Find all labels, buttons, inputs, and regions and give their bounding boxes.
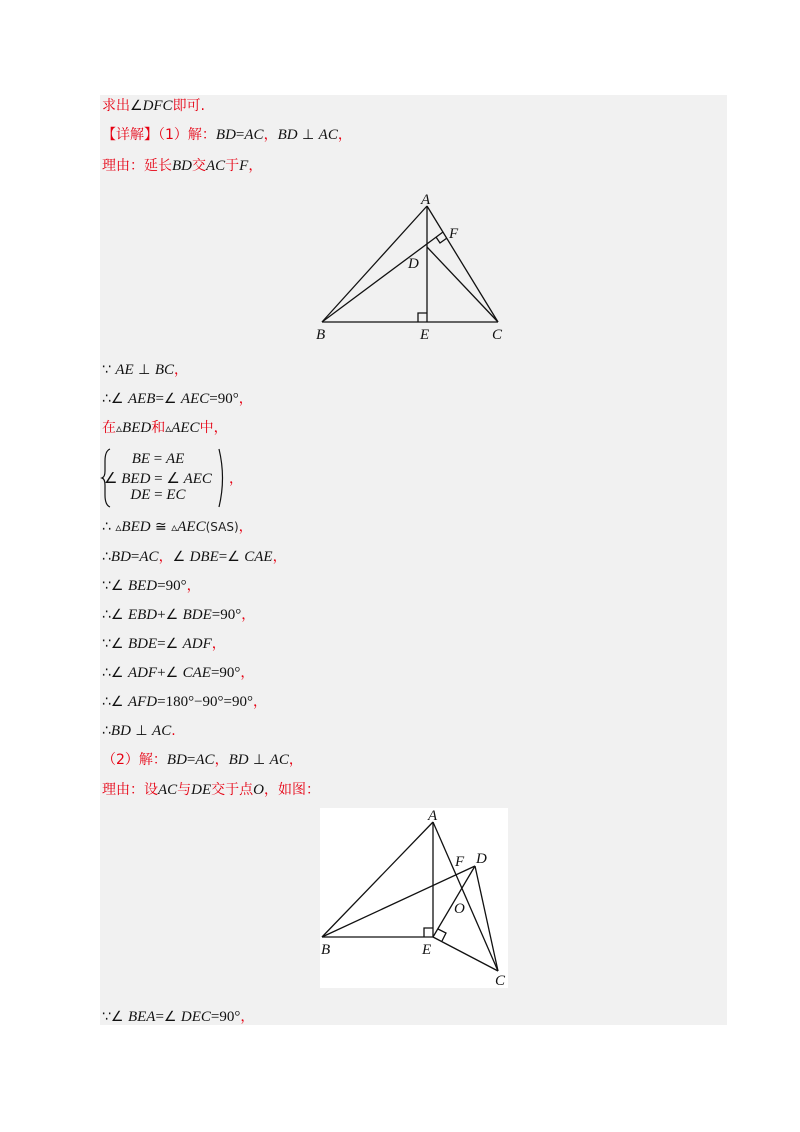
line-6 — [102, 419, 228, 437]
text: 中， — [199, 420, 228, 436]
angle-symbol: ∠ — [110, 607, 124, 623]
label-f: F — [449, 226, 459, 242]
text: 理由：延长 — [102, 158, 172, 174]
math: DFC — [142, 98, 173, 114]
therefore-symbol: ∴ — [102, 665, 111, 681]
right-angle-mark-f — [436, 237, 447, 243]
math: BED — [127, 578, 158, 594]
math: = — [130, 549, 140, 565]
triangle-symbol: ▵ — [171, 520, 178, 534]
line-8 — [102, 518, 253, 536]
angle-symbol: ∠ — [110, 665, 124, 681]
math: = — [157, 636, 166, 652]
math: AFD — [127, 694, 158, 710]
text: ， — [173, 362, 188, 378]
triangle-symbol: ▵ — [116, 421, 123, 435]
text: . — [171, 723, 176, 739]
theorem-label: (SAS) — [205, 520, 239, 534]
label-d: D — [408, 256, 419, 272]
label-d: D — [476, 851, 487, 867]
angle-symbol: ∠ — [172, 549, 186, 565]
math: CAE — [244, 549, 273, 565]
math: EC — [166, 487, 186, 503]
angle-symbol: ∠ — [165, 665, 179, 681]
math: AEC — [177, 519, 206, 535]
math: BE — [131, 451, 151, 467]
math: DEC — [180, 1009, 211, 1025]
segment-ac — [427, 206, 498, 322]
angle-symbol: ∠ — [163, 391, 177, 407]
text: 在 — [102, 420, 116, 436]
math: =90° — [209, 391, 239, 407]
label-f: F — [455, 854, 465, 870]
math: = — [235, 127, 245, 143]
therefore-symbol: ∴ — [102, 694, 111, 710]
math: =90° — [210, 665, 241, 681]
math: = — [155, 1009, 164, 1025]
math: = — [150, 451, 166, 467]
system-row-1 — [88, 451, 228, 468]
text: 与 — [177, 782, 192, 798]
label-o: O — [454, 901, 465, 917]
therefore-symbol: ∴ — [102, 391, 111, 407]
math: CAE — [182, 665, 211, 681]
line-14 — [102, 693, 267, 711]
text: ， — [263, 127, 278, 143]
math: F — [239, 158, 249, 174]
math: DE — [130, 487, 151, 503]
text: ， — [214, 752, 229, 768]
angle-symbol: ∠ — [130, 98, 143, 114]
angle-symbol: ∠ — [110, 391, 124, 407]
math: BED — [122, 420, 152, 436]
math: =180°−90°=90° — [157, 694, 253, 710]
segment-bf — [322, 232, 443, 322]
text: （2）解： — [102, 752, 167, 768]
math: ADF — [182, 636, 212, 652]
math: AC — [269, 752, 289, 768]
math: AC — [152, 723, 172, 739]
label-a: A — [421, 192, 431, 208]
text: ， — [158, 549, 173, 565]
text: ， — [186, 578, 201, 594]
math: BD — [228, 752, 249, 768]
text: （1）解： — [158, 127, 216, 143]
math: AE — [115, 362, 134, 378]
triangle-symbol: ▵ — [165, 421, 172, 435]
label-a: A — [428, 808, 438, 824]
math: DBE — [189, 549, 219, 565]
congruent-symbol: ≅ — [155, 519, 167, 535]
line-11 — [102, 606, 255, 624]
detail-label: 【详解】 — [102, 127, 158, 143]
label-e: E — [420, 327, 430, 343]
math: BD — [110, 549, 131, 565]
line-2 — [102, 126, 352, 144]
text: 理由：设 — [102, 782, 158, 798]
label-c: C — [495, 973, 506, 988]
system-row-3 — [88, 487, 228, 504]
text: ， — [241, 607, 256, 623]
line-18 — [102, 1008, 254, 1026]
because-symbol: ∵ — [102, 636, 111, 652]
text: ， — [229, 471, 243, 487]
text: ， — [252, 694, 267, 710]
math: BEA — [127, 1009, 156, 1025]
right-angle-mark-e — [418, 313, 427, 322]
therefore-symbol: ∴ — [102, 723, 111, 739]
text: ， — [337, 127, 352, 143]
math: AC — [318, 127, 338, 143]
text: 即可. — [172, 98, 206, 114]
line-13 — [102, 664, 254, 682]
math: AC — [158, 782, 178, 798]
math: DE — [191, 782, 212, 798]
therefore-symbol: ∴ — [102, 549, 111, 565]
perp-symbol: ⊥ — [253, 752, 266, 768]
segment-dc — [427, 247, 498, 322]
line-10 — [102, 577, 201, 595]
system-row-2 — [88, 469, 228, 488]
text: ，如图： — [264, 782, 321, 798]
math: AEC — [180, 391, 210, 407]
math: AE — [165, 451, 185, 467]
text: ， — [248, 158, 263, 174]
text: 求出 — [102, 98, 130, 114]
math: BD — [166, 752, 187, 768]
text: ， — [211, 636, 226, 652]
math: AEB — [127, 391, 156, 407]
math: =90° — [210, 1009, 241, 1025]
math: =90° — [211, 607, 242, 623]
text: 交于点 — [211, 782, 254, 798]
angle-symbol: ∠ — [110, 636, 124, 652]
right-paren — [216, 447, 230, 509]
triangle-symbol: ▵ — [115, 520, 122, 534]
math: = — [155, 391, 164, 407]
math: = — [150, 487, 167, 503]
math: EBD — [127, 607, 158, 623]
label-e: E — [422, 942, 432, 958]
math: + — [157, 665, 166, 681]
line-16 — [102, 751, 303, 769]
math: BED — [121, 519, 151, 535]
math: BDE — [182, 607, 212, 623]
math: = — [186, 752, 196, 768]
math: = — [218, 549, 228, 565]
angle-symbol: ∠ — [227, 549, 240, 565]
angle-symbol: ∠ — [110, 578, 124, 594]
perp-symbol: ⊥ — [138, 362, 151, 378]
math: AC — [206, 158, 226, 174]
line-17 — [102, 781, 320, 799]
text: 交 — [192, 158, 206, 174]
math: AC — [139, 549, 159, 565]
math: AEC — [183, 471, 212, 487]
text: ， — [240, 665, 255, 681]
angle-symbol: ∠ — [163, 1009, 177, 1025]
because-symbol: ∵ — [102, 362, 111, 378]
text: 和 — [151, 420, 166, 436]
angle-symbol: ∠ — [165, 636, 179, 652]
label-c: C — [492, 327, 503, 343]
figure-1 — [310, 188, 520, 348]
therefore-symbol: ∴ — [102, 607, 111, 623]
math: O — [253, 782, 265, 798]
math: BD — [277, 127, 298, 143]
because-symbol: ∵ — [102, 578, 111, 594]
math: AEC — [171, 420, 200, 436]
line-15 — [102, 722, 176, 740]
text: ， — [240, 1009, 255, 1025]
text: 于 — [225, 158, 240, 174]
math: BD — [215, 127, 236, 143]
therefore-symbol: ∴ — [102, 519, 111, 535]
angle-symbol: ∠ — [110, 694, 124, 710]
math: BDE — [127, 636, 158, 652]
angle-symbol: ∠ — [110, 1009, 124, 1025]
because-symbol: ∵ — [102, 1009, 111, 1025]
line-9 — [102, 548, 287, 566]
perp-symbol: ⊥ — [135, 723, 148, 739]
math: = ∠ — [150, 471, 184, 487]
perp-symbol: ⊥ — [302, 127, 315, 143]
label-b: B — [321, 942, 331, 958]
line-5 — [102, 390, 253, 408]
line-12 — [102, 635, 226, 653]
text: ， — [288, 752, 303, 768]
math: AC — [195, 752, 215, 768]
line-4 — [102, 361, 188, 379]
text: ， — [238, 391, 253, 407]
math: BD — [110, 723, 131, 739]
figure-2 — [320, 808, 508, 988]
math: BED — [121, 471, 151, 487]
line-3 — [102, 157, 262, 175]
math: + — [157, 607, 166, 623]
angle-symbol: ∠ — [165, 607, 179, 623]
line-1 — [102, 97, 205, 115]
label-b: B — [316, 327, 326, 343]
math: BC — [154, 362, 174, 378]
math: BD — [172, 158, 192, 174]
math: AC — [244, 127, 264, 143]
math: ∠ — [104, 471, 122, 487]
text: ， — [272, 549, 287, 565]
math: =90° — [157, 578, 187, 594]
text: ， — [238, 519, 253, 535]
math: ADF — [127, 665, 158, 681]
